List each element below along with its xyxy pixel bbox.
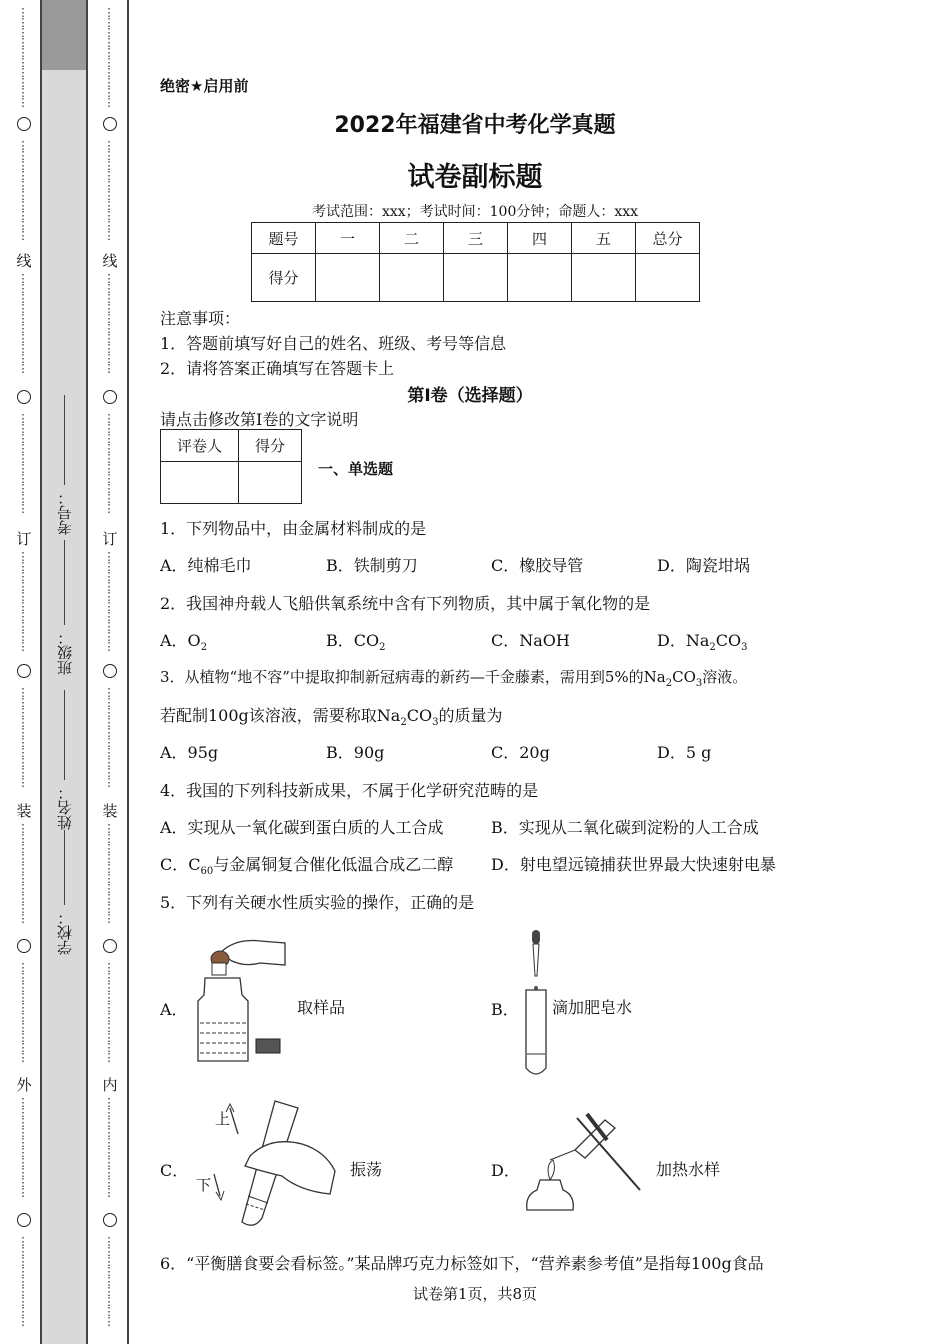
- notice-item: 2．请将答案正确填写在答题卡上: [160, 359, 395, 378]
- field-kaohao-line[interactable]: [64, 395, 65, 485]
- q4-option-b[interactable]: B．实现从二氧化碳到淀粉的人工合成: [491, 818, 759, 837]
- formula-sub: 2: [379, 642, 386, 654]
- binding-dots: ⋮ ⋮ ⋮ ⋮ ⋮ ⋮ ⋮ ⋮ ⋮: [17, 1237, 29, 1328]
- grader-cell[interactable]: [239, 462, 302, 504]
- q5-c-caption: 振荡: [350, 1160, 383, 1179]
- field-xuexiao-label: 学校：: [56, 910, 74, 955]
- question-5-stem: 5．下列有关硬水性质实验的操作，正确的是: [160, 893, 475, 912]
- score-table: [251, 222, 700, 302]
- q1-option-c[interactable]: C．橡胶导管: [491, 556, 584, 575]
- binding-mark-zhuang-inner: 装: [102, 802, 118, 820]
- exam-subtitle: 试卷副标题: [407, 162, 543, 193]
- part-desc: 请点击修改第I卷的文字说明: [160, 410, 359, 429]
- q1-option-a[interactable]: A．纯棉毛巾: [160, 556, 252, 575]
- question-3-stem: [160, 666, 747, 689]
- score-header-cell: 五: [572, 223, 636, 254]
- formula-text: B．CO: [326, 631, 380, 650]
- binding-circle: [17, 1213, 31, 1227]
- binding-dots: ⋮ ⋮ ⋮ ⋮ ⋮ ⋮ ⋮ ⋮ ⋮ ⋮: [103, 688, 115, 789]
- binding-circle: [103, 1213, 117, 1227]
- exam-info: 考试范围：xxx；考试时间：100分钟；命题人：xxx: [311, 204, 639, 220]
- stem-text: 3．从植物“地不容”中提取抑制新冠病毒的新药—千金藤素，需用到5%的Na: [160, 668, 666, 686]
- binding-mark-wai: 外: [16, 1076, 32, 1094]
- formula-text: CO: [406, 706, 433, 725]
- binding-circle: [103, 939, 117, 953]
- q5-c-up-label: 上: [215, 1110, 231, 1128]
- formula-sub: 2: [200, 642, 208, 654]
- part-title: 第I卷（选择题）: [407, 386, 533, 406]
- binding-dots: ⋮ ⋮ ⋮ ⋮ ⋮ ⋮ ⋮ ⋮ ⋮: [103, 1237, 115, 1328]
- binding-mark-nei: 内: [102, 1076, 118, 1094]
- formula-text: CO: [715, 631, 742, 650]
- shaking-testtube-illustration: [190, 1096, 340, 1234]
- binding-mark-xian: 线: [16, 252, 32, 270]
- q3-option-a[interactable]: A．95g: [160, 743, 219, 762]
- q5-option-d[interactable]: D．: [491, 1161, 520, 1180]
- binding-dots: ⋮ ⋮ ⋮ ⋮ ⋮ ⋮ ⋮ ⋮ ⋮ ⋮: [17, 141, 29, 242]
- binding-dots: ⋮ ⋮ ⋮ ⋮ ⋮ ⋮ ⋮ ⋮ ⋮ ⋮: [17, 414, 29, 515]
- binding-circle: [103, 664, 117, 678]
- binding-dots: ⋮ ⋮ ⋮ ⋮ ⋮ ⋮ ⋮ ⋮ ⋮ ⋮: [17, 824, 29, 925]
- field-xuexiao-line[interactable]: [64, 830, 65, 905]
- formula-text: A．O: [160, 631, 201, 650]
- field-kaohao-label: 考号：: [56, 490, 74, 535]
- q3-option-d[interactable]: D．5 g: [657, 743, 712, 762]
- q5-option-b[interactable]: B．: [491, 1000, 519, 1019]
- formula-sub: 3: [741, 642, 748, 654]
- binding-dots: ⋮ ⋮ ⋮ ⋮ ⋮ ⋮ ⋮ ⋮ ⋮ ⋮: [103, 414, 115, 515]
- q2-option-a[interactable]: [160, 628, 207, 653]
- field-banji-line[interactable]: [64, 540, 65, 625]
- q5-b-caption: 滴加肥皂水: [552, 998, 633, 1017]
- grader-cell[interactable]: [161, 462, 239, 504]
- q4-option-c[interactable]: [160, 852, 453, 877]
- formula-sub: 2: [400, 717, 407, 729]
- q2-option-c[interactable]: C．NaOH: [491, 631, 570, 650]
- notice-item: 1．答题前填写好自己的姓名、班级、考号等信息: [160, 334, 507, 353]
- binding-dots: ⋮ ⋮ ⋮ ⋮ ⋮ ⋮ ⋮ ⋮ ⋮ ⋮: [103, 141, 115, 242]
- q4-option-a[interactable]: A．实现从一氧化碳到蛋白质的人工合成: [160, 818, 444, 837]
- heating-testtube-illustration: [525, 1110, 650, 1220]
- q1-option-d[interactable]: D．陶瓷坩埚: [657, 556, 750, 575]
- binding-dots: ⋮ ⋮ ⋮ ⋮ ⋮ ⋮ ⋮ ⋮ ⋮ ⋮: [103, 963, 115, 1064]
- q5-option-a[interactable]: A．: [160, 1000, 188, 1019]
- binding-dots: ⋮ ⋮ ⋮ ⋮ ⋮ ⋮ ⋮ ⋮ ⋮ ⋮: [17, 1098, 29, 1199]
- binding-dots: ⋮ ⋮ ⋮ ⋮ ⋮ ⋮ ⋮ ⋮ ⋮ ⋮: [17, 963, 29, 1064]
- option-text: 与金属铜复合催化低温合成乙二醇: [213, 855, 454, 874]
- score-cell[interactable]: [508, 254, 572, 302]
- formula-sub: 3: [695, 678, 703, 689]
- binding-dots: ⋮ ⋮ ⋮ ⋮ ⋮ ⋮ ⋮ ⋮ ⋮ ⋮: [103, 8, 115, 109]
- question-4-stem: 4．我国的下列科技新成果，不属于化学研究范畴的是: [160, 781, 539, 800]
- question-2-stem: 2．我国神舟载人飞船供氧系统中含有下列物质，其中属于氧化物的是: [160, 594, 651, 613]
- exam-title: 2022年福建省中考化学真题: [334, 113, 616, 138]
- q3-option-b[interactable]: B．90g: [326, 743, 385, 762]
- q5-a-caption: 取样品: [297, 998, 346, 1017]
- q1-option-b[interactable]: B．铁制剪刀: [326, 556, 418, 575]
- formula-sub: 3: [432, 717, 439, 729]
- grader-table: [160, 429, 302, 504]
- q5-option-c[interactable]: C．: [160, 1161, 189, 1180]
- formula-sub: 2: [665, 678, 673, 689]
- question-6-stem: 6．“平衡膳食要会看标签。”某品牌巧克力标签如下，“营养素参考值”是指每100g食品: [160, 1254, 764, 1273]
- field-xingming-label: 姓名：: [56, 785, 74, 830]
- q2-option-b[interactable]: [326, 628, 386, 653]
- score-header-cell: 二: [380, 223, 444, 254]
- formula-sub: 2: [709, 642, 716, 654]
- binding-dots: ⋮ ⋮ ⋮ ⋮ ⋮ ⋮ ⋮ ⋮ ⋮ ⋮: [17, 688, 29, 789]
- notice-title: 注意事项：: [160, 309, 241, 328]
- binding-dots: ⋮ ⋮ ⋮ ⋮ ⋮ ⋮ ⋮ ⋮ ⋮ ⋮: [17, 552, 29, 653]
- binding-mark-ding-inner: 订: [102, 530, 118, 548]
- binding-mark-xian-inner: 线: [102, 252, 118, 270]
- option-text: C．C: [160, 855, 201, 874]
- binding-dots: ⋮ ⋮ ⋮ ⋮ ⋮ ⋮ ⋮ ⋮ ⋮ ⋮: [103, 824, 115, 925]
- score-row-label: 得分: [252, 254, 316, 302]
- q5-c-down-label: 下: [196, 1176, 212, 1194]
- stem-text: 若配制100g该溶液，需要称取Na: [160, 706, 401, 725]
- secret-label: 绝密★启用前: [160, 77, 249, 95]
- binding-circle: [17, 664, 31, 678]
- formula-text: CO: [672, 668, 696, 686]
- score-cell[interactable]: [316, 254, 380, 302]
- question-3-stem-line2: [160, 703, 502, 728]
- score-cell[interactable]: [444, 254, 508, 302]
- score-cell[interactable]: [636, 254, 700, 302]
- grader-header: 评卷人: [161, 430, 239, 462]
- q2-option-d[interactable]: [657, 628, 747, 653]
- field-banji-label: 班级：: [56, 630, 74, 675]
- question-1-stem: 1．下列物品中，由金属材料制成的是: [160, 519, 427, 538]
- binding-mark-ding: 订: [16, 530, 32, 548]
- binding-dots: ⋮ ⋮ ⋮ ⋮ ⋮ ⋮ ⋮ ⋮ ⋮ ⋮: [103, 274, 115, 375]
- binding-dots: ⋮ ⋮ ⋮ ⋮ ⋮ ⋮ ⋮ ⋮ ⋮ ⋮: [103, 1098, 115, 1199]
- reagent-bottle-illustration: [190, 933, 290, 1068]
- formula-sub: 60: [200, 866, 214, 878]
- section-title: 一、单选题: [318, 460, 394, 478]
- q3-option-c[interactable]: C．20g: [491, 743, 550, 762]
- score-header-cell: 题号: [252, 223, 316, 254]
- score-header-cell: 一: [316, 223, 380, 254]
- formula-text: D．Na: [657, 631, 710, 650]
- q4-option-d[interactable]: D．射电望远镜捕获世界最大快速射电暴: [491, 855, 776, 874]
- binding-dots: ⋮ ⋮ ⋮ ⋮ ⋮ ⋮ ⋮ ⋮ ⋮ ⋮: [103, 552, 115, 653]
- binding-mark-zhuang: 装: [16, 802, 32, 820]
- score-cell[interactable]: [572, 254, 636, 302]
- binding-circle: [17, 939, 31, 953]
- score-header-cell: 四: [508, 223, 572, 254]
- score-header-cell: 总分: [636, 223, 700, 254]
- dropper-testtube-illustration: [520, 928, 550, 1080]
- stem-text: 溶液。: [702, 668, 748, 686]
- binding-dots: ⋮ ⋮ ⋮ ⋮ ⋮ ⋮ ⋮ ⋮ ⋮ ⋮: [17, 8, 29, 109]
- field-xingming-line[interactable]: [64, 690, 65, 780]
- binding-dots: ⋮ ⋮ ⋮ ⋮ ⋮ ⋮ ⋮ ⋮ ⋮ ⋮: [17, 274, 29, 375]
- page-footer: 试卷第1页，共8页: [412, 1285, 538, 1303]
- score-cell[interactable]: [380, 254, 444, 302]
- q5-d-caption: 加热水样: [656, 1160, 721, 1179]
- grader-header: 得分: [239, 430, 302, 462]
- stem-text: 的质量为: [438, 706, 503, 725]
- score-header-cell: 三: [444, 223, 508, 254]
- binding-gray-top: [41, 0, 86, 70]
